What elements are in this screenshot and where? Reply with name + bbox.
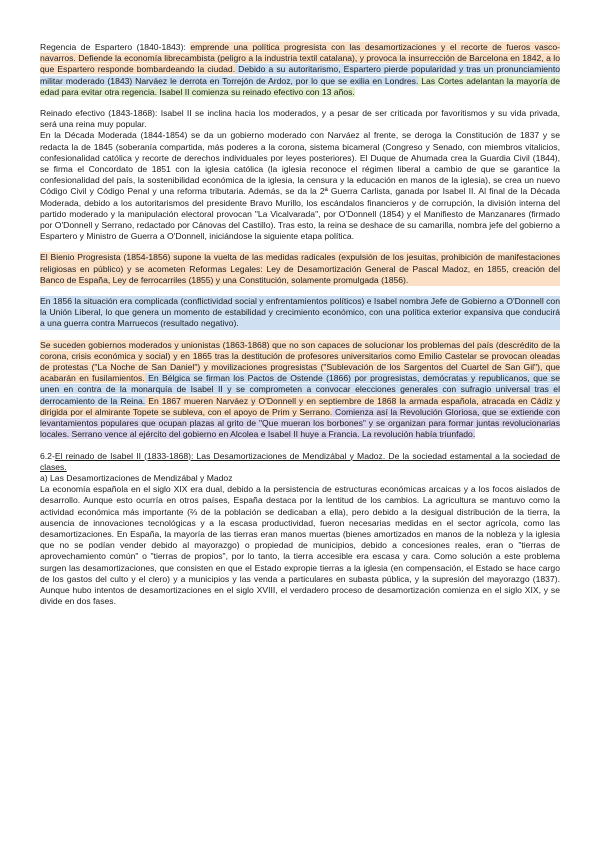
paragraph-reinado-intro: Reinado efectivo (1843-1868): Isabel II se inclina hacia los moderados, y a pesar de ser criticada por favoritismos y su vida privada, será una reina muy popular. xyxy=(40,108,560,130)
highlight-orange: emprende una política progresista con las desamortizaciones y el recorte de fueros vasco-navarros. Defiende la economía librecambista (peligro a la industria textil catalana), y provoca la insurrección de Barcelona en 1842, a lo que Espartero responde bombardeando la ciudad. xyxy=(40,42,560,75)
section-subtitle: a) Las Desamortizaciones de Mendizábal y Madoz xyxy=(40,472,233,483)
highlight-green: Las Cortes adelantan la mayoría de edad para evitar otra regencia. Isabel II comienza su reinado efectivo con 13 años. xyxy=(40,75,560,97)
paragraph-decada-moderada: En la Década Moderada (1844-1854) se da un gobierno moderado con Narváez al frente, se deroga la Constitución de 1837 y se redacta la de 1845 (soberanía compartida, más poderes a la corona, sistema bicameral (Congreso y Senado, con miembros vitalicios, confesionalidad católica y recorte de derechos individuales por leyes posteriores). El Duque de Ahumada crea la Guardia Civil (1844), se firma el Concordato de 1851 con la iglesia católica (la iglesia reconoce el régimen liberal a cambio de que se garantice la confesionalidad del país, la sostenibilidad económica de la iglesia, la censura y la educación en manos de la iglesia), se crea un nuevo Código Civil y Código Penal y una reforma tributaria. Además, se da la 2ª Guerra Carlista, ganada por Isabel II. Al final de la Década Moderada, debido a los autoritarismos del presidente Bravo Murillo, los escándalos financieros y de corrupción, la división interna del partido moderado y la manipulación electoral provocan "La Vicalvarada", por O'Donnell (1854) y el Manifiesto de Manzanares (firmado por O'Donnell y Serrano, redactado por Cánovas del Castillo). Tras esto, la reina se deshace de su camarilla, nombra jefe del gobierno a Espartero y Ministro de Guerra a O'Donnell, iniciándose la siguiente etapa política. xyxy=(40,130,560,242)
highlight-blue: En Bélgica se firman los Pactos de Ostende (1866) por progresistas, demócratas y republicanos, que se unen en contra de la monarquía de Isabel II y se comprometen a convocar elecciones generales con sufragio universal tras el derrocamiento de la Reina. xyxy=(40,373,560,406)
espartero-heading: Regencia de Espartero (1840-1843): xyxy=(40,42,191,52)
document-page xyxy=(40,42,560,607)
highlight-purple: Comienza así la Revolución Gloriosa, que se extiende con levantamientos populares que ocupan plazas al grito de "Que mueran los borbones" y se organizan para formar juntas revolucionarias locales. Serrano vence al ejército del gobierno en Alcolea e Isabel II huye a Francia. La revolución había triunfado. xyxy=(40,406,561,440)
section-number: 6.2- xyxy=(40,450,55,461)
section-title: El reinado de Isabel II (1833-1868): Las Desamortizaciones de Mendizábal y Madoz. De la sociedad estamental a la sociedad de clases. xyxy=(40,450,560,472)
highlight-orange: Se suceden gobiernos moderados y unionistas (1863-1868) que no son capaces de solucionar los problemas del país (descrédito de la corona, crisis económica y social) y en 1865 tras la destitución de profesores universitarios como Emilio Castelar se provocan oleadas de protestas ("La Noche de San Daniel") y movilizaciones progresistas ("Sublevación de los Sargentos del Cuartel de San Gil"), que acabarán en fusilamientos. xyxy=(40,339,560,384)
paragraph-desamortizaciones: La economía española en el siglo XIX era dual, debido a la persistencia de estructuras económicas arcaicas y a los focos aislados de desarrollo. Aunque esto ocurría en otros países, España destaca por la lentitud de los cambios. La agricultura se mantuvo como la actividad económica más importante (⅔ de la población se dedicaban a ella), pero debido a la desigual distribución de la tierra, la ausencia de innovaciones tecnológicas y a la escasa productividad, fueron necesarias medidas en el sector agrícola, como las desamortizaciones. En España, la mayoría de las tierras eran manos muertas (bienes amortizados en manos de la nobleza y la iglesia que no se podían vender debido al mayorazgo) o propiedad de municipios, debido a concesiones reales, eran o "tierras de aprovechamiento común" o "tierras de propios", por lo tanto, la tierra accesible era escasa y cara. Como solución a este problema surgen las desamortizaciones, que consisten en que el Estado expropie tierras a la iglesia (en compensación, el Estado se hace cargo de los gastos del culto y el clero) y a municipios y las venda a particulares en subasta pública, y la supresión del mayorazgo (1837). Aunque hubo intentos de desamortizaciones en el siglo XVIII, el verdadero proceso de desamortización comienza en el siglo XIX, y se divide en dos fases. xyxy=(40,484,560,607)
paragraph-crisis-revolucion xyxy=(40,340,560,441)
paragraph-union-liberal: En 1856 la situación era complicada (conflictividad social y enfrentamientos políticos) e Isabel nombra Jefe de Gobierno a O'Donnell con la Unión Liberal, lo que genera un momento de estabilidad y crecimiento económico, con una política exterior expansiva que conducirá a una guerra contra Marruecos (resultado negativo). xyxy=(40,296,560,329)
section-heading xyxy=(40,451,560,473)
paragraph-espartero xyxy=(40,42,560,98)
paragraph-bienio-progresista: El Bienio Progresista (1854-1856) supone la vuelta de las medidas radicales (expulsión de los jesuitas, prohibición de manifestaciones religiosas en público) y se acometen Reformas Legales: Ley de Desamortización General de Pascal Madoz, en 1855, creación del Banco de España, Ley de ferrocarriles (1855) y una Constitución, solamente promulgada (1856). xyxy=(40,252,560,285)
highlight-blue: Debido a su autoritarismo, Espartero pierde popularidad y tras un pronunciamiento militar moderado (1843) Narváez le derrota en Torrejón de Ardoz, por lo que se exilia en Londres. xyxy=(40,64,560,86)
highlight-orange: En 1867 mueren Narváez y O'Donnell y en septiembre de 1868 la armada española, atracada en Cádiz y dirigida por el almirante Topete se subleva, con el apoyo de Prim y Serrano. xyxy=(40,395,560,417)
